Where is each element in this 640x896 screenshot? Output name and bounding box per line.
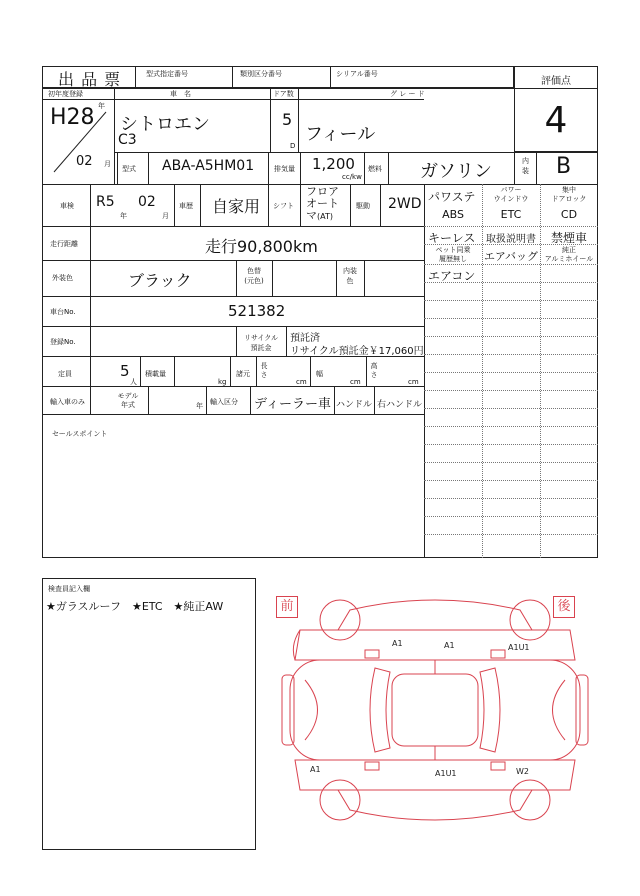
height-label: 高 さ [370,362,378,379]
inspection-month-char: 月 [162,212,169,220]
color-label: 外装色 [52,274,73,282]
handle: 右ハンドル [377,400,423,410]
first-reg-year: H28 [50,105,95,130]
weight-label: 諸元 [236,370,250,378]
fuel-label: 燃料 [368,165,382,173]
chassis: 521382 [228,302,286,320]
mileage: 走行90,800km [205,237,318,256]
capacity-label: 定員 [58,370,72,378]
chassis-label: 車台No. [50,308,76,316]
damage-mark: A1 [310,765,321,774]
inspection-era: R5 [96,194,115,210]
mileage-label: 走行距離 [50,240,78,248]
grade: フィール [305,124,376,145]
color: ブラック [128,271,192,290]
displacement-unit: cc/kw [342,173,362,181]
equip-aircon: エアコン [428,269,476,283]
handle-label: ハンドル [336,400,373,410]
equip-non-smoking: 禁煙車 [550,231,587,245]
car-name: シトロエン [120,114,210,135]
type-designation-label: 型式指定番号 [146,70,188,78]
drive: 2WD [388,196,422,212]
year-unit: 年 [196,402,203,410]
shift: フロア オート マ(AT) [306,185,339,222]
equip-power-window: パワー ウインドウ [493,186,529,203]
damage-mark: A1U1 [435,769,457,778]
model-year-label: モデル 年式 [117,392,139,409]
length-label: 長 さ [260,362,268,379]
recycle-status: 預託済 [290,333,320,344]
grade-label: グ レ ー ド [390,90,425,98]
interior-label: 内 装 [522,157,529,175]
model-code: ABA-A5HM01 [162,158,255,174]
rear-label: 後 [553,596,575,618]
capacity: 5 [120,362,130,380]
recycle-label: リサイクル 預託金 [243,334,279,352]
car-name-label: 車 名 [170,90,191,98]
usage-label: 車歴 [179,202,193,210]
registration-label: 登録No. [50,338,76,346]
import-type-label: 輸入区分 [210,398,238,406]
drive-label: 駆動 [356,202,370,210]
equip-etc: ETC [500,208,522,221]
shift-label: シフト [273,202,294,210]
length-cm-unit: cm [296,378,307,386]
doors-suffix: D [290,142,296,150]
car-model: C3 [118,132,137,148]
interior-color-label: 内装 色 [343,267,357,285]
fuel: ガソリン [420,161,492,182]
equip-airbag: エアバッグ [483,250,539,263]
inspection-year-char: 年 [120,212,127,220]
damage-mark: W2 [516,767,529,776]
width-cm-unit: cm [350,378,361,386]
inspection-month: 02 [138,194,156,210]
front-label: 前 [276,596,298,618]
first-reg-month: 02 [76,154,93,169]
doors-label: ドア数 [273,90,294,98]
equip-central-lock: 集中 ドアロック [551,186,587,203]
damage-mark: A1 [392,639,403,648]
recycle-amount: リサイクル預託金￥17,060円 [290,346,424,357]
damage-mark: A1 [444,641,455,650]
equip-abs: ABS [442,208,464,221]
equip-power-steering: パワステ [428,190,476,204]
equip-cd: CD [560,208,578,221]
displacement-label: 排気量 [274,165,295,173]
year-char: 年 [98,102,105,110]
import-type: ディーラー車 [254,397,331,412]
category-label: 類別区分番号 [240,70,282,78]
equip-pet-free: ペット同乗 履歴無し [435,246,471,263]
kg-unit: kg [218,378,227,386]
first-reg-label: 初年度登録 [48,90,83,98]
displacement: 1,200 [312,155,355,173]
inspector-box [42,578,256,850]
equip-manual: 取扱説明書 [486,234,536,245]
equip-alloy-wheel: 純正 アルミホイール [544,246,594,263]
month-char: 月 [104,160,111,168]
equip-keyless: キーレス [428,231,476,245]
damage-mark: A1U1 [508,643,530,652]
sales-points-label: セールスポイント [52,430,108,438]
serial-label: シリアル番号 [336,70,378,78]
score-label: 評価点 [541,76,571,87]
inspector-label: 検査員記入欄 [48,585,90,593]
model-code-label: 型式 [122,165,136,173]
load-label: 積載量 [145,370,166,378]
capacity-unit: 人 [130,378,137,386]
width-label: 幅 [316,370,323,378]
interior-score: B [556,154,572,179]
score-value: 4 [544,100,568,141]
usage: 自家用 [212,197,261,216]
color-change-label: 色替 (元色) [244,267,264,285]
import-label: 輸入車のみ [50,398,85,406]
page-title: 出 品 票 [58,70,122,89]
height-cm-unit: cm [408,378,419,386]
car-diagram [280,590,590,840]
inspection-label: 車検 [60,202,74,210]
inspector-notes: ★ガラスルーフ ★ETC ★純正AW [46,600,224,613]
doors: 5 [282,110,293,129]
